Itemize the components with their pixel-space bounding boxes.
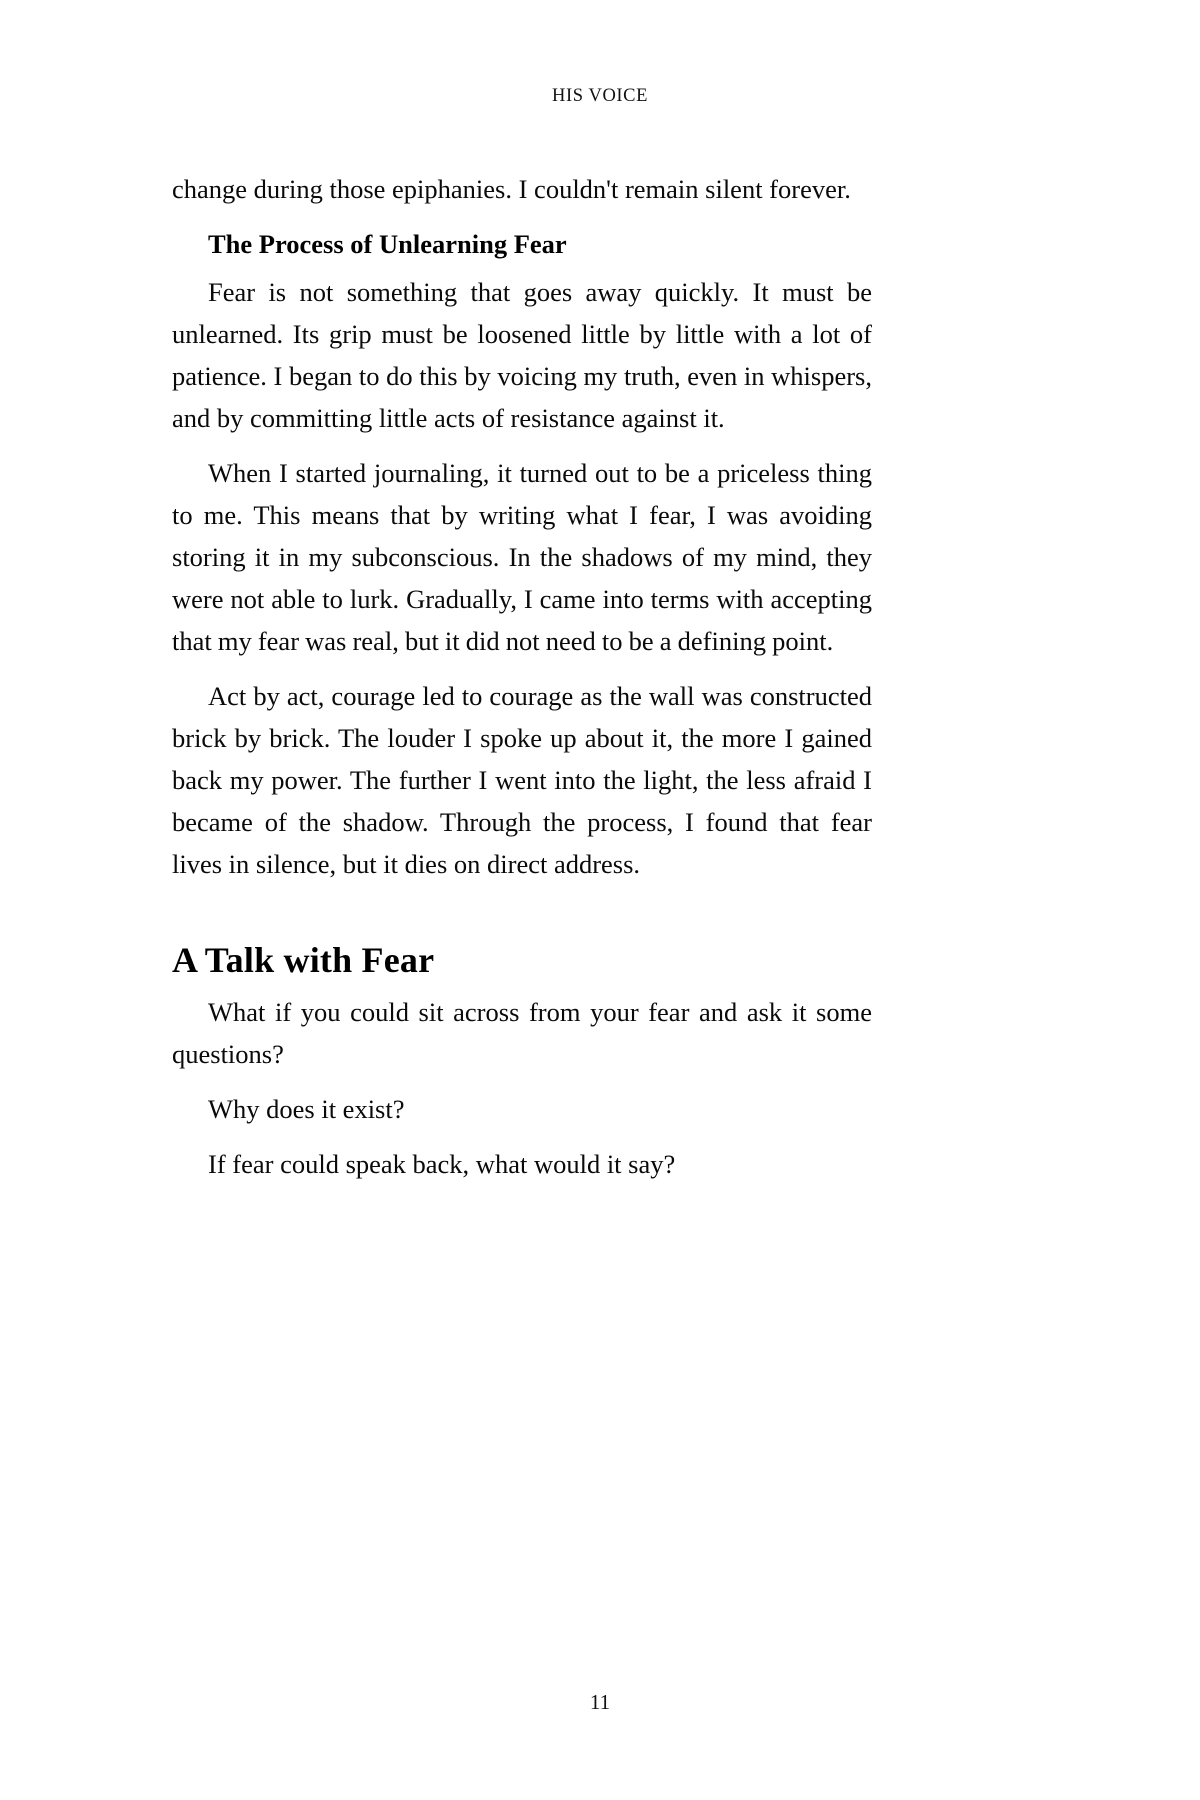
paragraph-unlearning-fear: Fear is not something that goes away quickly. It must be unlearned. Its grip must be loosened little by little with a lot of patience. I began to do this by voicing my truth, even in whispers, and by committing little acts of resistance against it. <box>172 277 872 433</box>
paragraph-continued: change during those epiphanies. I couldn't remain silent forever. <box>172 174 851 204</box>
paragraph-fear-speak-back: If fear could speak back, what would it say? <box>208 1149 676 1179</box>
running-header-title: HIS VOICE <box>551 86 649 106</box>
paragraph-act-by-act: Act by act, courage led to courage as the wall was constructed brick by brick. The louder I spoke up about it, the more I gained back my power. The further I went into the light, the less afraid I became of the shadow. Through the process, I found that fear lives in silence, but it dies on direct address. <box>172 681 872 879</box>
paragraph-sit-across: What if you could sit across from your fear and ask it some questions? <box>172 997 872 1069</box>
text-column <box>172 168 872 1185</box>
subsection-heading: The Process of Unlearning Fear <box>208 229 567 259</box>
paragraph-journaling: When I started journaling, it turned out to be a priceless thing to me. This means that by writing what I fear, I was avoiding storing it in my subconscious. In the shadows of my mind, they were not able to lurk. Gradually, I came into terms with accepting that my fear was real, but it did not need to be a defining point. <box>172 458 872 656</box>
page-number: 11 <box>589 1690 611 1714</box>
paragraph-why-does-it-exist: Why does it exist? <box>208 1094 405 1124</box>
section-heading-a-talk-with-fear: A Talk with Fear <box>172 940 435 980</box>
